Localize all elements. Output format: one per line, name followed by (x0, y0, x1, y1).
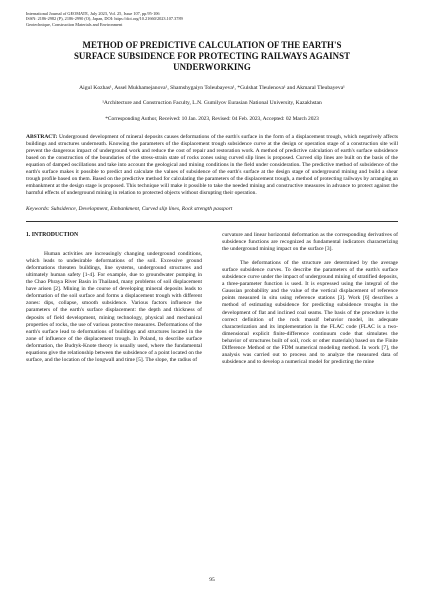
title-line: UNDERWORKING (173, 62, 251, 73)
keywords: Keywords: Subsidence, Development, Embankment, Curved slip lines, Rock strength passport (26, 206, 233, 213)
section-heading: 1. INTRODUCTION (26, 232, 79, 239)
section-divider (26, 221, 398, 222)
correspondence-dates: *Corresponding Author, Received: 10 Jan. 2023, Revised: 04 Feb. 2023, Accepted: 02 March 2023 (105, 115, 319, 122)
body-columns (26, 232, 398, 366)
journal-line: International Journal of GEOMATE, July 2023, Vol. 25, Issue 107, pp.95-106 (26, 11, 160, 16)
title-line: SURFACE SUBSIDENCE FOR PROTECTING RAILWAYS AGAINST (73, 51, 351, 62)
body-paragraph: Human activities are increasingly changing underground conditions, which leads to undesirable deformations of the soil. Excessive ground deformations threaten buildings, line systems, underground structures and ultimately human safety [1-4]. For example, due to groundwater pumping in the Chao Phraya River Basin in Thailand, many problems of soil displacement have arisen [2]. Mining in the course of developing mineral deposits leads to deformation of the soil surface and forms a displacement trough with different zones: dips, collapse, smooth subsidence. Various factors influence the parameters of the earth's surface displacement: the depth and thickness of deposits of field development, mining technology, physical and mechanical properties of rocks, the use of various protective measures. Deformations of the earth's surface lead to deformations of buildings and structures located in the zone of influence of the displacement trough. In Poland, to describe surface deformation, the Budryk-Knote theory is usually used, where the fundamental equations give the relationship between the subsidence of a point located on the surface, and the location of the longwall and time [5]. The slope, the radius of (26, 251, 202, 363)
page-number: 95 (209, 577, 215, 583)
title-line: METHOD OF PREDICTIVE CALCULATION OF THE EARTH'S (82, 40, 342, 51)
right-column (222, 232, 398, 366)
abstract-label: ABSTRACT: (26, 133, 58, 140)
subject-line: Geotechnique, Construction Materials and Environment (26, 21, 123, 27)
left-column (26, 232, 202, 366)
abstract-text: Underground development of mineral deposits causes deformations of the earth's surface in the form of a displacement trough, which negatively affects buildings and structures underneath. Knowing the parameters of the displacement trough subsidence curve at the design or operation stage of a construction site will prevent the dangerous impact of underground work and reduce the cost of repair and restoration work. A method of predictive calculation of earth's surface subsidence based on the construction of the boundaries of the stress-strain state of rocks zones using curved slip lines is proposed. Curved slip lines are built on the basis of the equation of damped oscillations and take into account the geological and mining conditions in the field under consideration. The predictive method of subsidence of the earth's surface makes it possible to predict and calculate the values of subsidence of the earth's surface at the design stage of underground mining and build a shear trough profile based on them. Based on the predictive method for calculating the parameters of the displacement trough, a method of protecting railways by arranging an embankment at the design stage is proposed. This technique will make it possible to take the needed mining and constructive measures in advance to protect against the harmful effects of underground mining in relation to protected objects without disrupting their operation. (26, 133, 398, 196)
paper-title (26, 40, 398, 73)
abstract (26, 134, 398, 197)
issn-doi-line: ISSN: 2186-2982 (P), 2186-2990 (O), Japan, DOI: https://doi.org/10.21660/2023.107.3789 (26, 16, 183, 22)
affiliation: ¹Architecture and Construction Faculty, L.N. Gumilyov Eurasian National University, Kazakhstan (102, 99, 322, 106)
body-paragraph: The deformations of the structure are determined by the average surface subsidence curves. To describe the parameters of the earth's surface subsidence curve under the impact of underground mining of stratified deposits, a three-parameter function is used. It is expressed using the integral of the Gaussian probability and the value of the vertical displacement of reference points measured in situ using reference stations [3]. Work [6] describes a method of estimating subsidence for predicting subsidence troughs in the development of flat and inclined coal seams. The basis of the procedure is the correct definition of the rock massif behavior model, its adequate characterization and its implementation in the FLAC code (FLAC is a two-dimensional explicit finite-difference continuum code that simulates the behavior of structures built of soil, rock or other materials) based on the Finite Difference Method or the FDM numerical modeling method. In work [7], the analysis was carried out to process and to analyze the measured data of subsidence and to develop a numerical model for predicting the mine (222, 260, 399, 365)
body-paragraph: curvature and linear horizontal deformation as the corresponding derivatives of subsidence functions are recognized as fundamental indicators characterizing the underground mining impact on the surface [3]. (222, 232, 398, 253)
author-list: Aigul Kozhas¹, Assel Mukhamejanova¹, Shamshygaiyn Toleubayeva¹, *Gulshat Tleulenova¹ and Akmaral Tleubayeva¹ (79, 85, 345, 92)
running-head (26, 11, 398, 27)
